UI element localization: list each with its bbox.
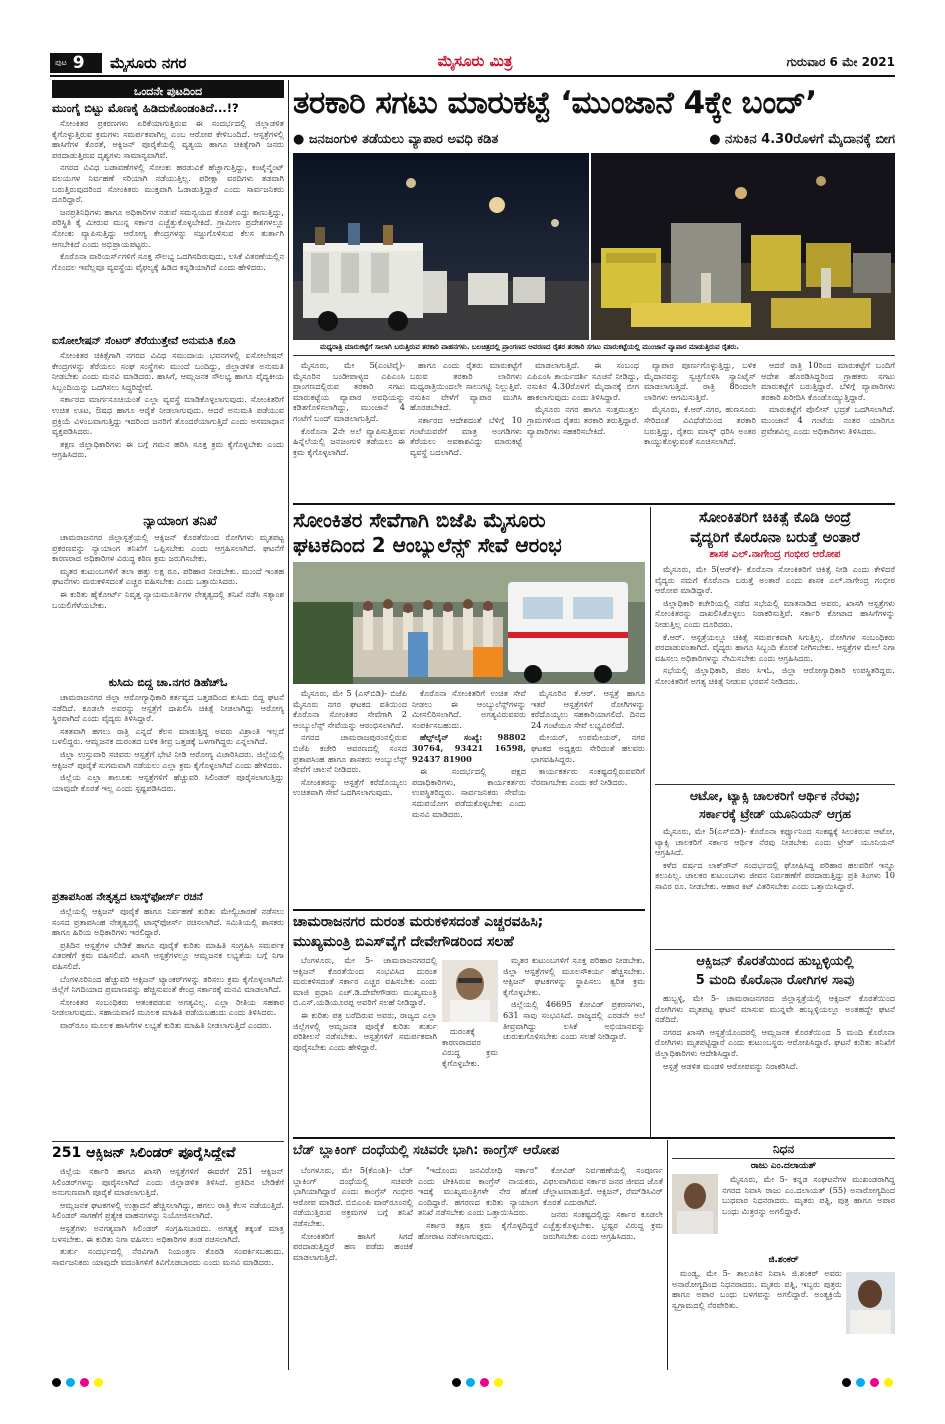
black-dot <box>842 1378 851 1387</box>
page-number: 9 <box>72 53 85 73</box>
lead-deck-bar <box>293 128 895 150</box>
oxygen-body: ಹುಬ್ಬಳ್ಳಿ, ಮೇ 5- ಚಾಮರಾಜನಗರದ ಜಿಲ್ಲಾಸ್ಪತ್ರೆಯಲ್ಲಿ ಆಕ್ಸಿಜನ್ ಕೊರತೆಯಿಂದ ರೋಗಿಗಳು ಮೃತಪಟ್ಟ ಘಟನೆ ಮಾಸುವ ಮುನ್ನವೇ ಹುಬ್ಬಳ್ಳಿಯಲ್ಲೂ ಅಂತಹದ್ದೇ ಘಟನೆ ನಡೆದಿದೆ. ನಗರದ ಖಾಸಗಿ ಆಸ್ಪತ್ರೆಯೊಂದರಲ್ಲಿ ಆಮ್ಲಜನಕ ಕೊರತೆಯಿಂದ 5 ಮಂದಿ ಕೊರೊನಾ ರೋಗಿಗಳು ಮೃತಪಟ್ಟಿದ್ದಾರೆ ಎಂದು ಕುಟುಂಬಸ್ಥರು ಆರೋಪಿಸಿದ್ದಾರೆ. ಘಟನೆ ಕುರಿತು ತನಿಖೆಗೆ ಜಿಲ್ಲಾಧಿಕಾರಿಗಳು ಆದೇಶಿಸಿದ್ದಾರೆ. ಆಸ್ಪತ್ರೆ ಆಡಳಿತ ಮಂಡಳಿ ಆರೋಪವನ್ನು ನಿರಾಕರಿಸಿದೆ. <box>655 993 895 1071</box>
yellow-dot <box>94 1378 103 1387</box>
market-trucks-illustration <box>293 153 589 340</box>
lead-body-col-4: ವ್ಯಾಪಾರ ಪೂರ್ಣಗೊಳ್ಳುತ್ತಿದ್ದು, ಬಳಿಕ ಮೈದಾನವನ್ನು ಸ್ವಚ್ಛಗೊಳಿಸಿ ಸ್ಯಾನಿಟೈಸ್ ಮಾಡಲಾಗುತ್ತಿದೆ. ರಾತ್ರಿ 8ರಿಂದಲೇ ಲಾರಿಗಳು ಆಗಮಿಸುತ್ತಿವೆ. ಮೈಸೂರು, ಕೆ.ಆರ್.ನಗರ, ಹುಣಸೂರು ಸೇರಿದಂತೆ ವಿವಿಧೆಡೆಯಿಂದ ತರಕಾರಿ ಬರುತ್ತಿದ್ದು, ರೈತರು ಮಾಸ್ಕ್ ಧರಿಸಿ ಅಂತರ ಕಾಯ್ದುಕೊಳ್ಳುವಂತೆ ಸೂಚಿಸಲಾಗಿದೆ. <box>644 360 756 447</box>
devegowda-photo <box>442 960 498 1022</box>
obituary-name-1: ರಾಜು ಎಂ.ದಲಾಯತ್ <box>750 1161 817 1171</box>
treatment-bottom-rule <box>655 784 895 785</box>
left-body-3: ಚಾಮರಾಜನಗರ ಜಿಲ್ಲಾಸ್ಪತ್ರೆಯಲ್ಲಿ ಆಕ್ಸಿಜನ್ ಕೊರತೆಯಿಂದ ರೋಗಿಗಳು ಮೃತಪಟ್ಟ ಪ್ರಕರಣವನ್ನು ನ್ಯಾಯಾಂಗ ತನಿಖೆಗೆ ಒಪ್ಪಿಸಬೇಕು ಎಂದು ಆಗ್ರಹಿಸಲಾಗಿದೆ. ಘಟನೆಗೆ ಕಾರಣರಾದ ಅಧಿಕಾರಿಗಳ ವಿರುದ್ಧ ಕಠಿಣ ಕ್ರಮ ಜರುಗಿಸಬೇಕು. ಮೃತರ ಕುಟುಂಬಗಳಿಗೆ ತಲಾ ಹತ್ತು ಲಕ್ಷ ರೂ. ಪರಿಹಾರ ನೀಡಬೇಕು. ಮುಂದೆ ಇಂತಹ ಘಟನೆಗಳು ಮರುಕಳಿಸದಂತೆ ಎಚ್ಚರ ವಹಿಸಬೇಕು ಎಂದು ಒತ್ತಾಯಿಸಿದರು. ಈ ಕುರಿತು ಹೈಕೋರ್ಟ್ ನಿವೃತ್ತ ನ್ಯಾಯಮೂರ್ತಿಗಳ ನೇತೃತ್ವದಲ್ಲಿ ತನಿಖೆ ನಡೆಸಿ ಸತ್ಯಾಂಶ ಬಯಲಿಗೆಳೆಯಬೇಕು. <box>52 532 284 610</box>
market-trucks-photo <box>293 153 589 340</box>
devegowda-portrait <box>442 960 498 1022</box>
black-dot <box>452 1378 461 1387</box>
auto-headline-2: ಸರ್ಕಾರಕ್ಕೆ ಟ್ರೇಡ್ ಯೂನಿಯನ್ ಆಗ್ರಹ <box>699 806 851 821</box>
obituary-photo-2 <box>846 1272 895 1334</box>
oxygen-headline-2: 5 ಮಂದಿ ಕೊರೊನಾ ರೋಗಿಗಳ ಸಾವು <box>695 973 855 988</box>
lead-body-col-3: ಮಾಡಲಾಗುತ್ತಿದೆ. ಈ ಸಂಬಂಧ ಎಪಿಎಂಸಿ ಕಾರ್ಯದರ್ಶಿ ಸೂಚನೆ ನೀಡಿದ್ದು, ನಸುಕಿನ 4.30ರೊಳಗೆ ಮೈದಾನಕ್ಕೆ ಬೀಗ ಹಾಕಲಾಗುವುದು ಎಂದು ತಿಳಿಸಿದ್ದಾರೆ. ಮೈಸೂರು ನಗರ ಹಾಗೂ ಸುತ್ತಮುತ್ತಲ ಗ್ರಾಮಗಳಿಂದ ರೈತರು ತರಕಾರಿ ತರುತ್ತಿದ್ದಾರೆ. ವ್ಯಾಪಾರಿಗಳು ಸಹಕರಿಸಬೇಕಿದೆ. <box>527 360 639 436</box>
left-subhead-4: ಪ್ರತಾಪಸಿಂಹ ನೇತೃತ್ವದ ಟಾಸ್ಕ್‌ಫೋರ್ಸ್ ರಚನೆ <box>52 891 203 903</box>
header-rule <box>50 75 895 77</box>
continued-tag <box>52 80 284 98</box>
left-body-5: ಜಿಲ್ಲೆಯಲ್ಲಿ ಆಕ್ಸಿಜನ್ ಪೂರೈಕೆ ಹಾಗೂ ನಿರ್ವಹಣೆ ಕುರಿತು ಮೇಲ್ವಿಚಾರಣೆ ನಡೆಸಲು ಸಂಸದ ಪ್ರತಾಪಸಿಂಹ ನೇತೃತ್ವದಲ್ಲಿ ಟಾಸ್ಕ್‌ಫೋರ್ಸ್ ರಚಿಸಲಾಗಿದೆ. ಸಮಿತಿಯಲ್ಲಿ ಶಾಸಕರು ಹಾಗೂ ಹಿರಿಯ ಅಧಿಕಾರಿಗಳು ಇರಲಿದ್ದಾರೆ. ಪ್ರತಿದಿನ ಆಸ್ಪತ್ರೆಗಳ ಬೇಡಿಕೆ ಹಾಗೂ ಪೂರೈಕೆ ಕುರಿತು ಮಾಹಿತಿ ಸಂಗ್ರಹಿಸಿ ಸಮರ್ಪಕ ವಿತರಣೆಗೆ ಕ್ರಮ ವಹಿಸಲಿದೆ. ಖಾಸಗಿ ಆಸ್ಪತ್ರೆಗಳಲ್ಲೂ ಆಮ್ಲಜನಕ ಲಭ್ಯತೆಯ ಬಗ್ಗೆ ನಿಗಾ ವಹಿಸಲಿದೆ. ಬೆಂಗಳೂರಿನಿಂದ ಹೆಚ್ಚುವರಿ ಆಕ್ಸಿಜನ್ ಟ್ಯಾಂಕರ್‌ಗಳನ್ನು ತರಿಸಲು ಕ್ರಮ ಕೈಗೊಳ್ಳಲಾಗಿದೆ. ಜಿಲ್ಲೆಗೆ ನಿಗದಿಯಾದ ಪ್ರಮಾಣವನ್ನು ಹೆಚ್ಚಿಸುವಂತೆ ಕೇಂದ್ರ ಸರ್ಕಾರಕ್ಕೆ ಮನವಿ ಮಾಡಲಾಗಿದೆ. ಸೋಂಕಿತರ ಸಂಬಂಧಿಕರು ಆತಂಕಪಡುವ ಅಗತ್ಯವಿಲ್ಲ. ಎಲ್ಲಾ ರೀತಿಯ ಸಹಕಾರ ನೀಡಲಾಗುವುದು. ಸಹಾಯವಾಣಿ ಮೂಲಕ ಮಾಹಿತಿ ಪಡೆಯಬಹುದು ಎಂದು ತಿಳಿಸಿದರು. ವಾರ್‌ರೂಂ ಮೂಲಕ ಹಾಸಿಗೆಗಳ ಲಭ್ಯತೆ ಕುರಿತು ಮಾಹಿತಿ ನೀಡಲಾಗುತ್ತಿದೆ ಎಂದರು. <box>52 906 284 1030</box>
left-subhead-2: ನ್ಯಾಯಾಂಗ ತನಿಖೆ <box>143 514 217 529</box>
bottom-right-rule <box>667 1140 668 1370</box>
cm-bottom-rule <box>293 1137 895 1139</box>
left-body-2: ಸೋಂಕಿತರ ಚಿಕಿತ್ಸೆಗಾಗಿ ನಗರದ ವಿವಿಧ ಸಮುದಾಯ ಭವನಗಳಲ್ಲಿ ಐಸೋಲೇಷನ್ ಕೇಂದ್ರಗಳನ್ನು ತೆರೆಯಲು ಸಂಘ ಸಂಸ್ಥೆಗಳು ಮುಂದೆ ಬಂದಿದ್ದು, ಜಿಲ್ಲಾಡಳಿತ ಅನುಮತಿ ನೀಡಬೇಕು ಎಂದು ಮನವಿ ಮಾಡಿದರು. ಹಾಸಿಗೆ, ಆಮ್ಲಜನಕ ಸೌಲಭ್ಯ ಹಾಗೂ ವೈದ್ಯಕೀಯ ಸಿಬ್ಬಂದಿಯನ್ನು ಒದಗಿಸಲು ಸಿದ್ಧರಿದ್ದೇವೆ. ಸರ್ಕಾರದ ಮಾರ್ಗಸೂಚಿಯಂತೆ ಎಲ್ಲಾ ವ್ಯವಸ್ಥೆ ಮಾಡಿಕೊಳ್ಳಲಾಗುವುದು. ಸೋಂಕಿತರಿಗೆ ಉಚಿತ ಊಟ, ಔಷಧ ಹಾಗೂ ಆರೈಕೆ ನೀಡಲಾಗುವುದು. ಆದರೆ ಅನುಮತಿ ಪಡೆಯುವ ಪ್ರಕ್ರಿಯೆ ವಿಳಂಬವಾಗುತ್ತಿದ್ದು ಇದರಿಂದ ಜನರಿಗೆ ತೊಂದರೆಯಾಗುತ್ತಿದೆ ಎಂದು ಅಸಮಾಧಾನ ವ್ಯಕ್ತಪಡಿಸಿದರು. ತಕ್ಷಣ ಜಿಲ್ಲಾಧಿಕಾರಿಗಳು ಈ ಬಗ್ಗೆ ಗಮನ ಹರಿಸಿ ಸೂಕ್ತ ಕ್ರಮ ಕೈಗೊಳ್ಳಬೇಕು ಎಂದು ಆಗ್ರಹಿಸಿದರು. <box>52 350 284 460</box>
registration-dots-right <box>842 1378 893 1387</box>
cm-headline-2: ಮುಖ್ಯಮಂತ್ರಿ ಬಿಎಸ್‌ವೈಗೆ ದೇವೇಗೌಡರಿಂದ ಸಲಹೆ <box>293 934 514 950</box>
page-label: ಪುಟ <box>55 58 67 67</box>
treatment-headline-2: ವೈದ್ಯರಿಗೆ ಕೊರೊನಾ ಬರುತ್ತೆ ಅಂತಾರೆ <box>690 530 860 546</box>
market-crates-illustration <box>591 153 895 340</box>
treatment-headline-1: ಸೋಂಕಿತರಿಗೆ ಚಿಕಿತ್ಸೆ ಕೊಡಿ ಅಂದ್ರೆ <box>698 510 852 526</box>
auto-body: ಮೈಸೂರು, ಮೇ 5(ಎಸ್‌ಬಿಡಿ)- ಕೊರೊನಾ ಕರ್ಫ್ಯೂನಿಂದ ಸಂಕಷ್ಟಕ್ಕೆ ಸಿಲುಕಿರುವ ಆಟೋ, ಟ್ಯಾಕ್ಸಿ ಚಾಲಕರಿಗೆ ಸರ್ಕಾರ ಆರ್ಥಿಕ ನೆರವು ನೀಡಬೇಕು ಎಂದು ಟ್ರೇಡ್ ಯೂನಿಯನ್ ಆಗ್ರಹಿಸಿದೆ. ಕಳೆದ ವರ್ಷದ ಲಾಕ್‌ಡೌನ್ ಸಂದರ್ಭದಲ್ಲಿ ಘೋಷಿಸಿದ್ದ ಪರಿಹಾರ ಹಲವರಿಗೆ ಇನ್ನೂ ತಲುಪಿಲ್ಲ. ಚಾಲಕರ ಕುಟುಂಬಗಳು ಜೀವನ ನಿರ್ವಹಣೆಗೆ ಪರದಾಡುತ್ತಿದ್ದು ಪ್ರತಿ ತಿಂಗಳು 10 ಸಾವಿರ ರೂ. ನೀಡಬೇಕು. ಆಹಾರ ಕಿಟ್ ವಿತರಿಸಬೇಕು ಎಂದು ಒತ್ತಾಯಿಸಿದ್ದಾರೆ. <box>655 826 895 891</box>
cyan-dot <box>856 1378 865 1387</box>
cm-headline-1: ಚಾಮರಾಜನಗರ ದುರಂತ ಮರುಕಳಿಸದಂತೆ ಎಚ್ಚರವಹಿಸಿ; <box>293 914 544 930</box>
lead-deck-b: ● ನಸುಕಿನ 4.30ರೊಳಗೆ ಮೈದಾನಕ್ಕೆ ಬೀಗ <box>709 131 895 147</box>
left-column-rule <box>288 80 289 1370</box>
ambulance-body-col-2: ಕೊರೊನಾ ಸೋಂಕಿತರಿಗೆ ಉಚಿತ ಸೇವೆ ನೀಡಲು ಈ ಆಂಬ್ಯುಲೆನ್ಸ್‌ಗಳನ್ನು ಮೀಸಲಿರಿಸಲಾಗಿದೆ. ಅಗತ್ಯವಿರುವವರು ಸಂಪರ್ಕಿಸಬಹುದು. ಹೆಲ್ಪ್‌ಲೈನ್ ಸಂಖ್ಯೆ: 98802 30764, 93421 16598, 92437 81900 ಈ ಸಂದರ್ಭದಲ್ಲಿ ಪಕ್ಷದ ಪದಾಧಿಕಾರಿಗಳು, ಕಾರ್ಯಕರ್ತರು ಉಪಸ್ಥಿತರಿದ್ದರು. ಸಾರ್ವಜನಿಕರು ಸೇವೆಯ ಸದುಪಯೋಗ ಪಡೆದುಕೊಳ್ಳಬೇಕು ಎಂದು ಮನವಿ ಮಾಡಿದರು. <box>412 688 526 819</box>
cyan-dot <box>66 1378 75 1387</box>
cm-body-col-2: ದುರಂತಕ್ಕೆ ಕಾರಣರಾದವರ ವಿರುದ್ಧ ಕ್ರಮ ಕೈಗೊಳ್ಳಬೇಕು. <box>442 1026 498 1068</box>
page-number-box <box>50 53 102 73</box>
magenta-dot <box>480 1378 489 1387</box>
masthead: ಮೈಸೂರು ಮಿತ್ರ <box>437 52 513 70</box>
magenta-dot <box>870 1378 879 1387</box>
lead-body-col-1: ಮೈಸೂರು, ಮೇ 5(ಎಂಟಿವೈ)- ಮೈಸೂರಿನ ಬಂಡೀಪಾಳ್ಯದ ಎಪಿಎಂಸಿ ಪ್ರಾಂಗಣದಲ್ಲಿರುವ ತರಕಾರಿ ಸಗಟು ಮಾರುಕಟ್ಟೆಯ ವ್ಯಾಪಾರ ಅವಧಿಯನ್ನು ಕಡಿತಗೊಳಿಸಲಾಗಿದ್ದು, ಮುಂಜಾನೆ 4 ಗಂಟೆಗೆ ಬಂದ್ ಮಾಡಲಾಗುತ್ತಿದೆ. ಕೊರೊನಾ 2ನೇ ಅಲೆ ವ್ಯಾಪಿಸುತ್ತಿರುವ ಹಿನ್ನೆಲೆಯಲ್ಲಿ ಜನಜಂಗುಳಿ ತಡೆಯಲು ಈ ಕ್ರಮ ಕೈಗೊಳ್ಳಲಾಗಿದೆ. <box>293 360 405 457</box>
obituary-photo-1 <box>672 1174 718 1234</box>
obituary-portrait-1 <box>672 1174 718 1234</box>
lead-body-col-2: ಹಾಗೂ ಎಂದು ರೈತರು ಮಾರುಕಟ್ಟೆಗೆ ಬರುವ ತರಕಾರಿ ಲಾರಿಗಳು ಮಧ್ಯರಾತ್ರಿಯಿಂದಲೇ ಸಾಲುಗಟ್ಟಿ ನಿಲ್ಲುತ್ತಿವೆ. ನಸುಕಿನ ವೇಳೆಗೆ ವ್ಯಾಪಾರ ಮುಗಿಸಿ ಹೊರಡಬೇಕಿದೆ. ಸರ್ಕಾರದ ಆದೇಶದಂತೆ ಬೆಳಿಗ್ಗೆ 10 ಗಂಟೆಯವರೆಗೆ ಮಾತ್ರ ಅಂಗಡಿಗಳು ತೆರೆಯಲು ಅವಕಾಶವಿದ್ದು ಮಾರುಕಟ್ಟೆ ವ್ಯವಸ್ಥೆ ಬದಲಾಗಿದೆ. <box>410 360 522 457</box>
left-headline-1: ಮುಂಗೈ ಬಿಟ್ಟು ಮೊಣಕೈ ಹಿಡಿದುಕೊಂಡಂತಿದೆ...!? <box>52 101 239 115</box>
left-body-6: ಜಿಲ್ಲೆಯ ಸರ್ಕಾರಿ ಹಾಗೂ ಖಾಸಗಿ ಆಸ್ಪತ್ರೆಗಳಿಗೆ ಈವರೆಗೆ 251 ಆಕ್ಸಿಜನ್ ಸಿಲಿಂಡರ್‌ಗಳನ್ನು ಪೂರೈಸಲಾಗಿದೆ ಎಂದು ಜಿಲ್ಲಾಡಳಿತ ತಿಳಿಸಿದೆ. ಪ್ರತಿದಿನ ಬೇಡಿಕೆಗೆ ಅನುಗುಣವಾಗಿ ಪೂರೈಕೆ ಮಾಡಲಾಗುತ್ತಿದೆ. ಆಮ್ಲಜನಕ ಘಟಕಗಳಲ್ಲಿ ಉತ್ಪಾದನೆ ಹೆಚ್ಚಿಸಲಾಗಿದ್ದು, ಹಗಲು ರಾತ್ರಿ ಕೆಲಸ ನಡೆಯುತ್ತಿದೆ. ಸಿಲಿಂಡರ್ ಸಾಗಣೆಗೆ ಪ್ರತ್ಯೇಕ ವಾಹನಗಳನ್ನು ನಿಯೋಜಿಸಲಾಗಿದೆ. ಆಸ್ಪತ್ರೆಗಳು ಅನಗತ್ಯವಾಗಿ ಸಿಲಿಂಡರ್ ಸಂಗ್ರಹಿಸಬಾರದು. ಅಗತ್ಯಕ್ಕೆ ತಕ್ಕಂತೆ ಮಾತ್ರ ಬಳಸಬೇಕು. ಈ ಕುರಿತು ನಿಗಾ ವಹಿಸಲು ಅಧಿಕಾರಿಗಳ ತಂಡ ರಚಿಸಲಾಗಿದೆ. ತುರ್ತು ಸಂದರ್ಭದಲ್ಲಿ ನೆರವಿಗಾಗಿ ನಿಯಂತ್ರಣ ಕೊಠಡಿ ಸಂಪರ್ಕಿಸಬಹುದು. ಸಾರ್ವಜನಿಕರು ಯಾವುದೇ ವದಂತಿಗಳಿಗೆ ಕಿವಿಗೊಡಬಾರದು ಎಂದು ಮನವಿ ಮಾಡಿದರು. <box>52 1166 284 1267</box>
ambulance-illustration <box>293 562 645 684</box>
bed-headline: ಬೆಡ್ ಬ್ಲಾಕಿಂಗ್ ದಂಧೆಯಲ್ಲಿ ಸಚಿವರೇ ಭಾಗಿ: ಕಾಂಗ್ರೆಸ್ ಆರೋಪ <box>293 1143 560 1158</box>
oxygen-headline-1: ಆಕ್ಸಿಜನ್ ಕೊರತೆಯಿಂದ ಹುಬ್ಬಳ್ಳಿಯಲ್ಲಿ <box>696 954 854 969</box>
lead-photo-caption: ಮಧ್ಯರಾತ್ರಿ ಮಾರುಕಟ್ಟೆಗೆ ಸಾಲಾಗಿ ಬರುತ್ತಿರುವ ತರಕಾರಿ ವಾಹನಗಳು. ಬಲಚಿತ್ರದಲ್ಲಿ ಪ್ರಾಂಗಣದ ಆವರಣದ ರೈತರ ತರಕಾರಿ ಸಗಟು ಮಾರುಕಟ್ಟೆಯಲ್ಲಿ ಮುಂಜಾನೆ ವ್ಯಾಪಾರ ಮಾಡುತ್ತಿರುವ ರೈತರು. <box>320 343 740 351</box>
issue-date: ಗುರುವಾರ 6 ಮೇ 2021 <box>786 55 895 69</box>
lead-body-col-5: ಆದರೆ ರಾತ್ರಿ 10ರಿಂದ ಮಾರುಕಟ್ಟೆಗೆ ಬಂದಿಗೆ ಆದೇಶ ಹೊರಡಿಸಿದ್ದರಿಂದ ಗ್ರಾಹಕರು ಸಗಟು ಮಾರುಕಟ್ಟೆಗೆ ಬರುತ್ತಿದ್ದಾರೆ. ಬೆಳಿಗ್ಗೆ ವ್ಯಾಪಾರಿಗಳು ತರಕಾರಿ ಖರೀದಿಸಿ ಕೊಂಡೊಯ್ಯುತ್ತಿದ್ದಾರೆ. ಮಾರುಕಟ್ಟೆಗೆ ಪೊಲೀಸ್ ಭದ್ರತೆ ಒದಗಿಸಲಾಗಿದೆ. ಮುಂಜಾನೆ 4 ಗಂಟೆಯ ನಂತರ ಯಾರಿಗೂ ಪ್ರವೇಶವಿಲ್ಲ ಎಂದು ಅಧಿಕಾರಿಗಳು ತಿಳಿಸಿದರು. <box>761 360 895 436</box>
ambulance-headline-2: ಘಟಕದಿಂದ 2 ಆಂಬ್ಯುಲೆನ್ಸ್ ಸೇವೆ ಆರಂಭ <box>293 533 562 557</box>
auto-bottom-rule <box>655 949 895 950</box>
left-subhead-3: ಕುಸಿದು ಬಿದ್ದ ಚಾ.ನಗರ ಡಿಹೆಚ್‌ಓ <box>108 676 228 689</box>
left-divider <box>52 1141 284 1142</box>
treatment-byline: ಶಾಸಕ ಎಲ್.ನಾಗೇಂದ್ರ ಗಂಭೀರ ಆರೋಪ <box>709 549 841 560</box>
obituary-heading-rule <box>672 1158 895 1159</box>
bed-body-col-2: "ಇದೊಂದು ಜನವಿರೋಧಿ ಸರ್ಕಾರ" ಎಂದು ಟೀಕಿಸಿರುವ ಕಾಂಗ್ರೆಸ್ ನಾಯಕರು, ಇದಕ್ಕೆ ಮುಖ್ಯಮಂತ್ರಿಗಳೇ ನೇರ ಹೊಣೆ ಎಂದಿದ್ದಾರೆ. ಹಗರಣದ ಕುರಿತು ನ್ಯಾಯಾಂಗ ತನಿಖೆ ನಡೆಸಬೇಕು ಎಂದು ಒತ್ತಾಯಿಸಿದರು. ಸರ್ಕಾರ ತಕ್ಷಣ ಕ್ರಮ ಕೈಗೊಳ್ಳದಿದ್ದರೆ ಹೋರಾಟ ನಡೆಸಲಾಗುವುದು. <box>418 1165 538 1241</box>
yellow-dot <box>494 1378 503 1387</box>
cm-body-col-1: ಬೆಂಗಳೂರು, ಮೇ 5- ಚಾಮರಾಜನಗರದಲ್ಲಿ ಆಕ್ಸಿಜನ್ ಕೊರತೆಯಿಂದ ಸಂಭವಿಸಿದ ದುರಂತ ಮರುಕಳಿಸದಂತೆ ಸರ್ಕಾರ ಎಚ್ಚರ ವಹಿಸಬೇಕು ಎಂದು ಮಾಜಿ ಪ್ರಧಾನಿ ಎಚ್.ಡಿ.ದೇವೇಗೌಡರು ಮುಖ್ಯಮಂತ್ರಿ ಬಿ.ಎಸ್.ಯಡಿಯೂರಪ್ಪ ಅವರಿಗೆ ಸಲಹೆ ನೀಡಿದ್ದಾರೆ. ಈ ಕುರಿತು ಪತ್ರ ಬರೆದಿರುವ ಅವರು, ರಾಜ್ಯದ ಎಲ್ಲಾ ಜಿಲ್ಲೆಗಳಲ್ಲಿ ಆಮ್ಲಜನಕ ಪೂರೈಕೆ ಕುರಿತು ತುರ್ತು ಪರಿಶೀಲನೆ ನಡೆಸಬೇಕು. ಆಸ್ಪತ್ರೆಗಳಿಗೆ ಸಮರ್ಪಕವಾಗಿ ಪೂರೈಸಬೇಕು ಎಂದು ಹೇಳಿದ್ದಾರೆ. <box>293 955 437 1052</box>
treatment-body: ಮೈಸೂರು, ಮೇ 5(ಆರ್‌ಕೆ)- ಕೊರೊನಾ ಸೋಂಕಿತರಿಗೆ ಚಿಕಿತ್ಸೆ ನೀಡಿ ಎಂದು ಕೇಳಿದರೆ ವೈದ್ಯರು ನಮಗೆ ಕೊರೊನಾ ಬರುತ್ತೆ ಅಂತಾರೆ ಎಂದು ಶಾಸಕ ಎಲ್.ನಾಗೇಂದ್ರ ಗಂಭೀರ ಆರೋಪ ಮಾಡಿದ್ದಾರೆ. ಜಿಲ್ಲಾಧಿಕಾರಿ ಕಚೇರಿಯಲ್ಲಿ ನಡೆದ ಸಭೆಯಲ್ಲಿ ಮಾತನಾಡಿದ ಅವರು, ಖಾಸಗಿ ಆಸ್ಪತ್ರೆಗಳು ಸೋಂಕಿತರನ್ನು ದಾಖಲಿಸಿಕೊಳ್ಳಲು ನಿರಾಕರಿಸುತ್ತಿವೆ. ಸರ್ಕಾರಿ ಕೋಟಾದ ಹಾಸಿಗೆಗಳನ್ನು ನೀಡುತ್ತಿಲ್ಲ ಎಂದು ದೂರಿದರು. ಕೆ.ಆರ್. ಆಸ್ಪತ್ರೆಯಲ್ಲೂ ಚಿಕಿತ್ಸೆ ಸಮರ್ಪಕವಾಗಿ ಸಿಗುತ್ತಿಲ್ಲ. ರೋಗಿಗಳ ಸಂಬಂಧಿಕರು ಪರದಾಡುವಂತಾಗಿದೆ. ವೈದ್ಯರು ಹಾಗೂ ಸಿಬ್ಬಂದಿ ಕೊರತೆ ನೀಗಿಸಬೇಕು. ಆಸ್ಪತ್ರೆಗಳ ಮೇಲೆ ನಿಗಾ ವಹಿಸಲು ಅಧಿಕಾರಿಗಳನ್ನು ನೇಮಿಸಬೇಕು ಎಂದು ಆಗ್ರಹಿಸಿದರು. ಸಭೆಯಲ್ಲಿ ಜಿಲ್ಲಾಧಿಕಾರಿ, ಜಿಪಂ ಸಿಇಓ, ಜಿಲ್ಲಾ ಆರೋಗ್ಯಾಧಿಕಾರಿ ಉಪಸ್ಥಿತರಿದ್ದರು. ಸೋಂಕಿತರಿಗೆ ಅಗತ್ಯ ಚಿಕಿತ್ಸೆ ನೀಡುವ ಭರವಸೆ ನೀಡಿದರು. <box>655 564 895 686</box>
lead-headline: ತರಕಾರಿ ಸಗಟು ಮಾರುಕಟ್ಟೆ ‘ಮುಂಜಾನೆ 4ಕ್ಕೇ ಬಂದ್’ <box>293 85 817 121</box>
registration-dots-center <box>452 1378 503 1387</box>
auto-headline-1: ಆಟೋ, ಟ್ಯಾಕ್ಸಿ ಚಾಲಕರಿಗೆ ಆರ್ಥಿಕ ನೆರವು; <box>689 788 861 803</box>
obituary-body-2: ಮಂಡ್ಯ, ಮೇ 5- ತಾಲೂಕಿನ ನಿವಾಸಿ ಜಿ.ಶಂಕರ್ ಅವರು ಅನಾರೋಗ್ಯದಿಂದ ನಿಧನರಾದರು. ಮೃತರು ಪತ್ನಿ, ಇಬ್ಬರು ಪುತ್ರರು ಹಾಗೂ ಅಪಾರ ಬಂಧು ಬಳಗವನ್ನು ಅಗಲಿದ್ದಾರೆ. ಅಂತ್ಯಕ್ರಿಯೆ ಸ್ವಗ್ರಾಮದಲ್ಲಿ ನೆರವೇರಿತು. <box>672 1268 842 1310</box>
black-dot <box>52 1378 61 1387</box>
left-subhead-1: ಐಸೋಲೇಷನ್ ಸೆಂಟರ್ ತೆರೆಯುತ್ತೇವೆ ಅನುಮತಿ ಕೊಡಿ <box>52 335 236 347</box>
obituary-body-1: ಮೈಸೂರು, ಮೇ 5- ಕನ್ನಡ ಸಂಘಟನೆಗಳ ಮುಖಂಡರಾಗಿದ್ದ ನಗರದ ನಿವಾಸಿ ರಾಜು ಎಂ.ದಲಾಯತ್ (55) ಅನಾರೋಗ್ಯದಿಂದ ಬುಧವಾರ ನಿಧನರಾದರು. ಮೃತರು ಪತ್ನಿ, ಪುತ್ರ ಹಾಗೂ ಅಪಾರ ಬಂಧು ಮಿತ್ರರನ್ನು ಅಗಲಿದ್ದಾರೆ. <box>722 1174 895 1216</box>
left-headline-2: 251 ಆಕ್ಸಿಜನ್ ಸಿಲಿಂಡರ್ ಪೂರೈಸಿದ್ದೇವೆ <box>52 1145 236 1161</box>
lead-caption-rule <box>293 355 895 356</box>
section-name: ಮೈಸೂರು ನಗರ <box>110 54 187 72</box>
ambulance-photo <box>293 562 645 684</box>
market-crates-photo <box>591 153 895 340</box>
magenta-dot <box>80 1378 89 1387</box>
yellow-dot <box>884 1378 893 1387</box>
ambulance-body-col-3: ಮೈಸೂರಿನ ಕೆ.ಆರ್. ಆಸ್ಪತ್ರೆ ಹಾಗೂ ಇತರೆ ಆಸ್ಪತ್ರೆಗಳಿಗೆ ರೋಗಿಗಳನ್ನು ಕರೆದೊಯ್ಯಲು ಸಹಕಾರಿಯಾಗಲಿದೆ. ದಿನದ 24 ಗಂಟೆಯೂ ಸೇವೆ ಲಭ್ಯವಿರಲಿದೆ. ಮೇಯರ್, ಉಪಮೇಯರ್, ನಗರ ಘಟಕದ ಅಧ್ಯಕ್ಷರು ಸೇರಿದಂತೆ ಹಲವರು ಭಾಗವಹಿಸಿದ್ದರು. ಕಾರ್ಯಕರ್ತರು ಸಂಕಷ್ಟದಲ್ಲಿರುವವರಿಗೆ ನೆರವಾಗಬೇಕು ಎಂದು ಕರೆ ನೀಡಿದರು. <box>531 688 645 787</box>
left-body-4: ಚಾಮರಾಜನಗರ ಜಿಲ್ಲಾ ಆರೋಗ್ಯಾಧಿಕಾರಿ ಕರ್ತವ್ಯದ ಒತ್ತಡದಿಂದ ಕುಸಿದು ಬಿದ್ದ ಘಟನೆ ನಡೆದಿದೆ. ಕೂಡಲೇ ಅವರನ್ನು ಆಸ್ಪತ್ರೆಗೆ ದಾಖಲಿಸಿ ಚಿಕಿತ್ಸೆ ನೀಡಲಾಗಿದ್ದು ಆರೋಗ್ಯ ಸ್ಥಿರವಾಗಿದೆ ಎಂದು ವೈದ್ಯರು ತಿಳಿಸಿದ್ದಾರೆ. ಸತತವಾಗಿ ಹಗಲು ರಾತ್ರಿ ಎನ್ನದೆ ಕೆಲಸ ಮಾಡುತ್ತಿದ್ದ ಅವರು ವಿಶ್ರಾಂತಿ ಇಲ್ಲದೆ ಬಳಲಿದ್ದರು. ಆಮ್ಲಜನಕ ದುರಂತದ ಬಳಿಕ ತೀವ್ರ ಒತ್ತಡಕ್ಕೆ ಒಳಗಾಗಿದ್ದರು ಎನ್ನಲಾಗಿದೆ. ಜಿಲ್ಲಾ ಉಸ್ತುವಾರಿ ಸಚಿವರು ಆಸ್ಪತ್ರೆಗೆ ಭೇಟಿ ನೀಡಿ ಆರೋಗ್ಯ ವಿಚಾರಿಸಿದರು. ಜಿಲ್ಲೆಯಲ್ಲಿ ಆಕ್ಸಿಜನ್ ಪೂರೈಕೆ ಸುಗಮವಾಗಿ ನಡೆಯಲು ಎಲ್ಲಾ ಕ್ರಮ ಕೈಗೊಳ್ಳಲಾಗಿದೆ ಎಂದು ಹೇಳಿದರು. ಜಿಲ್ಲೆಯ ಎಲ್ಲಾ ತಾಲೂಕು ಆಸ್ಪತ್ರೆಗಳಿಗೆ ಹೆಚ್ಚುವರಿ ಸಿಲಿಂಡರ್ ಪೂರೈಸಲಾಗುತ್ತಿದ್ದು ಯಾವುದೇ ಕೊರತೆ ಇಲ್ಲ ಎಂದು ಸ್ಪಷ್ಟಪಡಿಸಿದರು. <box>52 692 284 793</box>
cyan-dot <box>466 1378 475 1387</box>
obituary-heading: ನಿಧನ <box>772 1142 795 1156</box>
lead-bottom-rule <box>293 503 895 505</box>
bed-body-col-3: ಕೋವಿಡ್ ನಿರ್ವಹಣೆಯಲ್ಲಿ ಸಂಪೂರ್ಣ ವಿಫಲವಾಗಿರುವ ಸರ್ಕಾರ ಜನರ ಜೀವದ ಜೊತೆ ಚೆಲ್ಲಾಟವಾಡುತ್ತಿದೆ. ಆಕ್ಸಿಜನ್, ರೆಮ್‌ಡಿಸಿವಿರ್ ಕೊರತೆ ಎದುರಾಗಿದೆ. ಜನರು ಸಂಕಷ್ಟದಲ್ಲಿದ್ದು ಸರ್ಕಾರ ಕೂಡಲೇ ಎಚ್ಚೆತ್ತುಕೊಳ್ಳಬೇಕು. ಭ್ರಷ್ಟರ ವಿರುದ್ಧ ಕ್ರಮ ಜರುಗಿಸಬೇಕು ಎಂದು ಆಗ್ರಹಿಸಿದರು. <box>543 1165 663 1241</box>
ambulance-headline-1: ಸೋಂಕಿತರ ಸೇವೆಗಾಗಿ ಬಿಜೆಪಿ ಮೈಸೂರು <box>293 508 546 532</box>
left-body-1: ಸೋಂಕಿತರ ಪ್ರಕರಣಗಳು ಏರಿಕೆಯಾಗುತ್ತಿರುವ ಈ ಸಂದರ್ಭದಲ್ಲಿ ಜಿಲ್ಲಾಡಳಿತ ಕೈಗೊಳ್ಳುತ್ತಿರುವ ಕ್ರಮಗಳು ಸಮರ್ಪಕವಾಗಿಲ್ಲ ಎಂಬ ಆರೋಪ ಕೇಳಿಬಂದಿದೆ. ಆಸ್ಪತ್ರೆಗಳಲ್ಲಿ ಹಾಸಿಗೆಗಳ ಕೊರತೆ, ಆಕ್ಸಿಜನ್ ಪೂರೈಕೆಯಲ್ಲಿ ವ್ಯತ್ಯಯ ಹಾಗೂ ಚಿಕಿತ್ಸೆಗಾಗಿ ಜನರು ಪರದಾಡುತ್ತಿರುವ ದೃಶ್ಯಗಳು ಸಾಮಾನ್ಯವಾಗಿವೆ. ನಗರದ ವಿವಿಧ ಬಡಾವಣೆಗಳಲ್ಲಿ ಸೋಂಕು ಹರಡುವಿಕೆ ಹೆಚ್ಚಾಗುತ್ತಿದ್ದು, ಕಂಟೈನ್ಮೆಂಟ್ ವಲಯಗಳ ನಿರ್ವಹಣೆ ಸರಿಯಾಗಿ ನಡೆಯುತ್ತಿಲ್ಲ. ಪರೀಕ್ಷಾ ವರದಿಗಳು ತಡವಾಗಿ ಬರುತ್ತಿರುವುದರಿಂದ ಸೋಂಕಿತರು ಮುಕ್ತವಾಗಿ ಓಡಾಡುತ್ತಿದ್ದಾರೆ ಎಂದು ಸಾರ್ವಜನಿಕರು ದೂರಿದ್ದಾರೆ. ಜನಪ್ರತಿನಿಧಿಗಳು ಹಾಗೂ ಅಧಿಕಾರಿಗಳ ನಡುವೆ ಸಮನ್ವಯದ ಕೊರತೆ ಎದ್ದು ಕಾಣುತ್ತಿದ್ದು, ಪರಿಸ್ಥಿತಿ ಕೈ ಮೀರುವ ಮುನ್ನ ಸರ್ಕಾರ ಎಚ್ಚೆತ್ತುಕೊಳ್ಳಬೇಕಿದೆ. ಗ್ರಾಮೀಣ ಪ್ರದೇಶಗಳಲ್ಲೂ ಸೋಂಕು ವ್ಯಾಪಿಸುತ್ತಿದ್ದು ಆರೋಗ್ಯ ಕೇಂದ್ರಗಳನ್ನು ಸಜ್ಜುಗೊಳಿಸುವ ಕೆಲಸ ತುರ್ತಾಗಿ ಆಗಬೇಕಿದೆ ಎಂದು ಅಭಿಪ್ರಾಯಪಟ್ಟರು. ಕೊರೊನಾ ವಾರಿಯರ್ಸ್‌ಗಳಿಗೆ ಸೂಕ್ತ ಸೌಲಭ್ಯ ಒದಗಿಸದಿರುವುದು, ಲಸಿಕೆ ವಿತರಣೆಯಲ್ಲಿನ ಗೊಂದಲ ಇವೆಲ್ಲವೂ ವ್ಯವಸ್ಥೆಯ ವೈಫಲ್ಯಕ್ಕೆ ಹಿಡಿದ ಕನ್ನಡಿಯಾಗಿದೆ ಎಂದು ಹೇಳಿದರು. <box>52 118 284 272</box>
right-column-rule <box>650 507 651 1137</box>
ambulance-helpline: ಹೆಲ್ಪ್‌ಲೈನ್ ಸಂಖ್ಯೆ: 98802 30764, 93421 16598, 92437 81900 <box>412 732 526 764</box>
registration-dots-left <box>52 1378 103 1387</box>
lead-deck-a: ● ಜನಜಂಗುಳಿ ತಡೆಯಲು ವ್ಯಾಪಾರ ಅವಧಿ ಕಡಿತ <box>293 131 499 147</box>
continued-tag-label: ಒಂದನೇ ಪುಟದಿಂದ <box>133 85 203 98</box>
ambulance-bottom-rule <box>293 909 645 911</box>
ambulance-body-col-1: ಮೈಸೂರು, ಮೇ 5 (ಎಸ್‌ಬಿಡಿ)- ಬಿಜೆಪಿ ಮೈಸೂರು ನಗರ ಘಟಕದ ವತಿಯಿಂದ ಕೊರೊನಾ ಸೋಂಕಿತರ ಸೇವೆಗಾಗಿ 2 ಆಂಬ್ಯುಲೆನ್ಸ್ ಸೇವೆಯನ್ನು ಆರಂಭಿಸಲಾಗಿದೆ. ನಗರದ ಚಾಮರಾಜಪುರಂನಲ್ಲಿರುವ ಬಿಜೆಪಿ ಕಚೇರಿ ಆವರಣದಲ್ಲಿ ಸಂಸದ ಪ್ರತಾಪಸಿಂಹ ಹಾಗೂ ಶಾಸಕರು ಆಂಬ್ಯುಲೆನ್ಸ್ ಸೇವೆಗೆ ಚಾಲನೆ ನೀಡಿದರು. ಸೋಂಕಿತರನ್ನು ಆಸ್ಪತ್ರೆಗೆ ಕರೆದೊಯ್ಯಲು ಉಚಿತವಾಗಿ ಸೇವೆ ಒದಗಿಸಲಾಗುವುದು. <box>293 688 407 798</box>
obituary-name-2: ಜಿ.ಶಂಕರ್ <box>768 1255 799 1265</box>
obituary-portrait-2 <box>846 1272 895 1334</box>
bed-body-col-1: ಬೆಂಗಳೂರು, ಮೇ 5(ಕೆಎಂಶಿ)- ಬೆಡ್ ಬ್ಲಾಕಿಂಗ್ ದಂಧೆಯಲ್ಲಿ ಸಚಿವರೇ ಭಾಗಿಯಾಗಿದ್ದಾರೆ ಎಂದು ಕಾಂಗ್ರೆಸ್ ಗಂಭೀರ ಆರೋಪ ಮಾಡಿದೆ. ಬಿಬಿಎಂಪಿ ವಾರ್‌ರೂಂನಲ್ಲಿ ನಡೆಯುತ್ತಿರುವ ಅಕ್ರಮಗಳ ಬಗ್ಗೆ ತನಿಖೆ ನಡೆಸಬೇಕು. ಸೋಂಕಿತರಿಗೆ ಹಾಸಿಗೆ ಸಿಗದೆ ಪರದಾಡುತ್ತಿದ್ದರೆ ಹಣ ಪಡೆದು ಹಂಚಿಕೆ ಮಾಡಲಾಗುತ್ತಿದೆ. <box>293 1165 413 1262</box>
cm-body-col-3: ಮೃತರ ಕುಟುಂಬಗಳಿಗೆ ಸೂಕ್ತ ಪರಿಹಾರ ನೀಡಬೇಕು. ಜಿಲ್ಲಾ ಆಸ್ಪತ್ರೆಗಳಲ್ಲಿ ಮೂಲಸೌಕರ್ಯ ಹೆಚ್ಚಿಸಬೇಕು. ಆಕ್ಸಿಜನ್ ಘಟಕಗಳನ್ನು ಸ್ಥಾಪಿಸಲು ತ್ವರಿತ ಕ್ರಮ ಕೈಗೊಳ್ಳಬೇಕು. ಜಿಲ್ಲೆಯಲ್ಲಿ 46695 ಕೋವಿಡ್ ಪ್ರಕರಣಗಳು, 631 ಸಾವು ಸಂಭವಿಸಿದೆ. ರಾಜ್ಯದಲ್ಲಿ ಎರಡನೇ ಅಲೆ ತೀವ್ರವಾಗಿದ್ದು ಲಸಿಕೆ ಅಭಿಯಾನವನ್ನು ಚುರುಕುಗೊಳಿಸಬೇಕು ಎಂದು ಸಲಹೆ ನೀಡಿದ್ದಾರೆ. <box>503 955 645 1042</box>
